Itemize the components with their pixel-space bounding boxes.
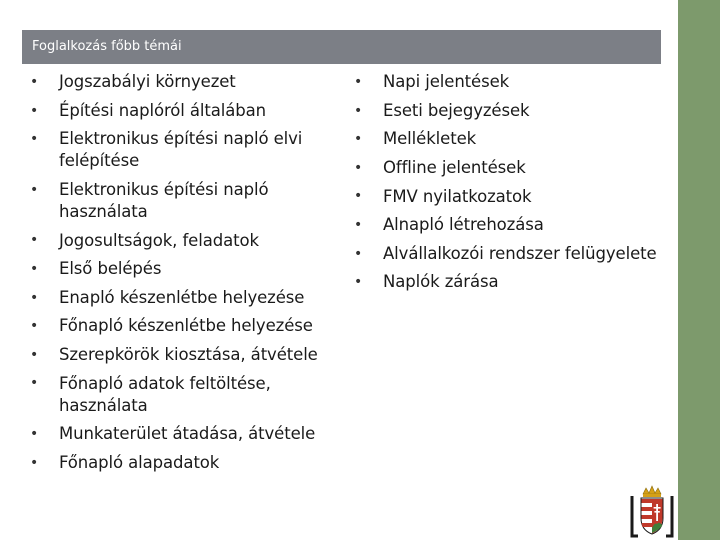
list-item: • Napi jelentések: [352, 68, 672, 97]
list-item: • Főnapló adatok feltöltése, használata: [28, 369, 328, 420]
list-item: • Alvállalkozói rendszer felügyelete: [352, 240, 672, 269]
hungarian-coat-of-arms-icon: [626, 484, 678, 540]
list-item: • Főnapló alapadatok: [28, 449, 328, 478]
list-item: • Jogosultságok, feladatok: [28, 226, 328, 255]
section-header: [22, 30, 661, 64]
list-item: • Főnapló készenlétbe helyezése: [28, 312, 328, 341]
list-item: • FMV nyilatkozatok: [352, 182, 672, 211]
list-item: • Építési naplóról általában: [28, 97, 328, 126]
list-item: • Alnapló létrehozása: [352, 211, 672, 240]
list-item: • Mellékletek: [352, 125, 672, 154]
list-item: • Elektronikus építési napló használata: [28, 176, 328, 227]
section-title: Foglalkozás főbb témái: [32, 39, 182, 54]
topics-list-left: [28, 68, 328, 477]
list-item: • Első belépés: [28, 255, 328, 284]
list-item: • Offline jelentések: [352, 154, 672, 183]
topics-list-right: [352, 68, 672, 297]
list-item: • Eseti bejegyzések: [352, 97, 672, 126]
decorative-side-strip: [678, 0, 720, 540]
list-item: • Naplók zárása: [352, 268, 672, 297]
list-item: • Enapló készenlétbe helyezése: [28, 284, 328, 313]
list-item: • Jogszabályi környezet: [28, 68, 328, 97]
list-item: • Elektronikus építési napló elvi felépítése: [28, 125, 328, 176]
list-item: • Szerepkörök kiosztása, átvétele: [28, 341, 328, 370]
list-item: • Munkaterület átadása, átvétele: [28, 420, 328, 449]
